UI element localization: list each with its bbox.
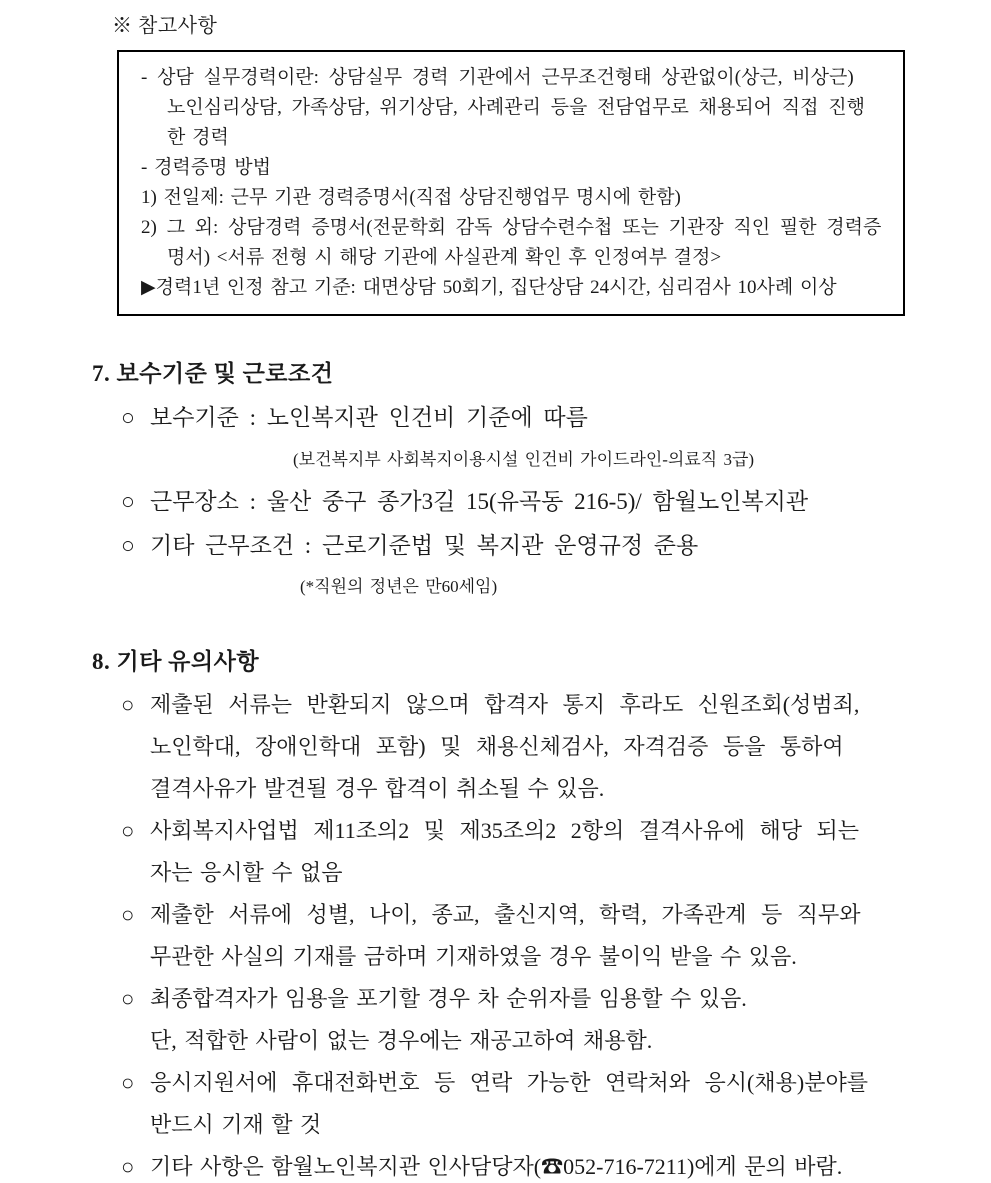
note-box-line: 2) 그 외: 상담경력 증명서(전문학회 감독 상담수련수첩 또는 기관장 직인 필한 경력증 bbox=[141, 217, 882, 238]
list-item-text: 기타 사항은 함월노인복지관 인사담당자(☎052-716-7211)에게 문의 바람. bbox=[150, 1154, 843, 1179]
sub-note: (보건복지부 사회복지이용시설 인건비 가이드라인-의료직 3급) bbox=[293, 450, 755, 469]
list-item bbox=[121, 480, 991, 524]
list-item-text: 제출된 서류는 반환되지 않으며 합격자 통지 후라도 신원조회(성범죄, bbox=[150, 692, 860, 717]
list-item-text: 기타 근무조건 : 근로기준법 및 복지관 운영규정 준용 bbox=[150, 533, 699, 558]
list-item-text: 사회복지사업법 제11조의2 및 제35조의2 2항의 결격사유에 해당 되는 bbox=[150, 818, 859, 843]
list-item-marker: ○ bbox=[121, 902, 135, 927]
section-compensation bbox=[0, 358, 991, 606]
list-item-text: 보수기준 : 노인복지관 인건비 기준에 따름 bbox=[150, 405, 588, 430]
note-box-line: 한 경력 bbox=[167, 127, 229, 148]
section-heading: 8. 기타 유의사항 bbox=[92, 649, 260, 674]
list-item-marker: ○ bbox=[121, 692, 135, 717]
sub-note: (*직원의 정년은 만60세임) bbox=[300, 577, 498, 596]
list-item-continuation: 무관한 사실의 기재를 금하며 기재하였을 경우 불이익 받을 수 있음. bbox=[150, 944, 797, 969]
list-item bbox=[121, 810, 991, 852]
note-box-line: - 경력증명 방법 bbox=[141, 157, 271, 178]
list-item-continuation: 반드시 기재 할 것 bbox=[150, 1112, 322, 1137]
list-item-marker: ○ bbox=[121, 533, 135, 558]
list-item bbox=[121, 978, 991, 1020]
note-box-line: ▶경력1년 인정 참고 기준: 대면상담 50회기, 집단상담 24시간, 심리검사 10사례 이상 bbox=[141, 277, 837, 298]
reference-note-box bbox=[117, 50, 905, 316]
list-item bbox=[121, 684, 991, 726]
list-item-continuation: 자는 응시할 수 없음 bbox=[150, 860, 343, 885]
reference-note-header: ※ 참고사항 bbox=[112, 15, 218, 37]
list-item-marker: ○ bbox=[121, 986, 135, 1011]
list-item-text: 근무장소 : 울산 중구 종가3길 15(유곡동 216-5)/ 함월노인복지관 bbox=[150, 489, 809, 514]
note-box-line: - 상담 실무경력이란: 상담실무 경력 기관에서 근무조건형태 상관없이(상근, 비상근) bbox=[141, 67, 854, 88]
list-item-continuation: 결격사유가 발견될 경우 합격이 취소될 수 있음. bbox=[150, 776, 605, 801]
note-box-line: 1) 전일제: 근무 기관 경력증명서(직접 상담진행업무 명시에 한함) bbox=[141, 187, 681, 208]
note-box-line: 노인심리상담, 가족상담, 위기상담, 사례관리 등을 전담업무로 채용되어 직접 진행 bbox=[167, 97, 865, 118]
list-item-continuation: 노인학대, 장애인학대 포함) 및 채용신체검사, 자격검증 등을 통하여 bbox=[150, 734, 844, 759]
list-item bbox=[121, 1146, 991, 1183]
list-item bbox=[121, 396, 991, 440]
list-item-text: 제출한 서류에 성별, 나이, 종교, 출신지역, 학력, 가족관계 등 직무와 bbox=[150, 902, 861, 927]
list-item-text: 최종합격자가 임용을 포기할 경우 차 순위자를 임용할 수 있음. bbox=[150, 986, 747, 1011]
list-item bbox=[121, 524, 991, 568]
section-heading: 7. 보수기준 및 근로조건 bbox=[92, 361, 334, 386]
section-other-notes bbox=[0, 646, 991, 1183]
list-item-marker: ○ bbox=[121, 1154, 135, 1179]
list-item-marker: ○ bbox=[121, 818, 135, 843]
note-box-line: 명서) <서류 전형 시 해당 기관에 사실관계 확인 후 인정여부 결정> bbox=[167, 247, 722, 268]
list-item-marker: ○ bbox=[121, 489, 135, 514]
list-item bbox=[121, 894, 991, 936]
list-item-continuation: 단, 적합한 사람이 없는 경우에는 재공고하여 채용함. bbox=[150, 1028, 653, 1053]
list-item-marker: ○ bbox=[121, 1070, 135, 1095]
list-item-marker: ○ bbox=[121, 405, 135, 430]
list-item bbox=[121, 1062, 991, 1104]
list-item-text: 응시지원서에 휴대전화번호 등 연락 가능한 연락처와 응시(채용)분야를 bbox=[150, 1070, 868, 1095]
